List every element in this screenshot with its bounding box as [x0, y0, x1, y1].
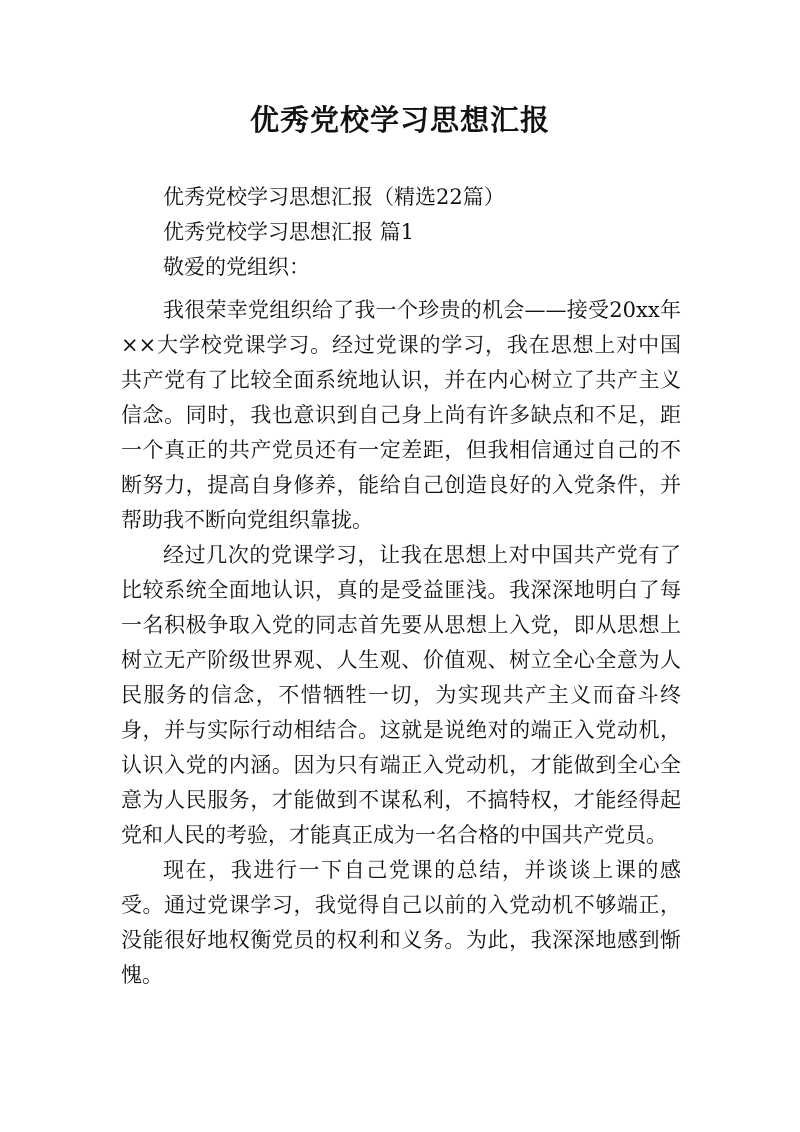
salutation: 敬爱的党组织： [163, 255, 310, 279]
heading-line-1: 优秀党校学习思想汇报（精选22篇） [163, 185, 505, 209]
paragraph-1: 我很荣幸党组织给了我一个珍贵的机会——接受20xx年××大学校党课学习。经过党课的学习，我在思想上对中国共产党有了比较全面系统地认识，并在内心树立了共产主义信念。同时，我也意识到自己身上尚有许多缺点和不足，距一个真正的共产党员还有一定差距，但我相信通过自己的不断努力，提高自身修养，能给自己创造良好的入党条件，并帮助我不断向党组织靠拢。 [121, 298, 681, 532]
document-body [121, 180, 681, 993]
paragraph-3: 现在，我进行一下自己党课的总结，并谈谈上课的感受。通过党课学习，我觉得自己以前的入党动机不够端正，没能很好地权衡党员的权利和义务。为此，我深深地感到惭愧。 [121, 858, 681, 987]
paragraph-2: 经过几次的党课学习，让我在思想上对中国共产党有了比较系统全面地认识，真的是受益匪浅。我深深地明白了每一名积极争取入党的同志首先要从思想上入党，即从思想上树立无产阶级世界观、人生观、价值观、树立全心全意为人民服务的信念，不惜牺牲一切，为实现共产主义而奋斗终身，并与实际行动相结合。这就是说绝对的端正入党动机，认识入党的内涵。因为只有端正入党动机，才能做到全心全意为人民服务，才能做到不谋私利，不搞特权，才能经得起党和人民的考验，才能真正成为一名合格的中国共产党员。 [121, 543, 681, 847]
heading-line-2: 优秀党校学习思想汇报 篇1 [163, 220, 415, 244]
document-title: 优秀党校学习思想汇报 [249, 103, 550, 137]
